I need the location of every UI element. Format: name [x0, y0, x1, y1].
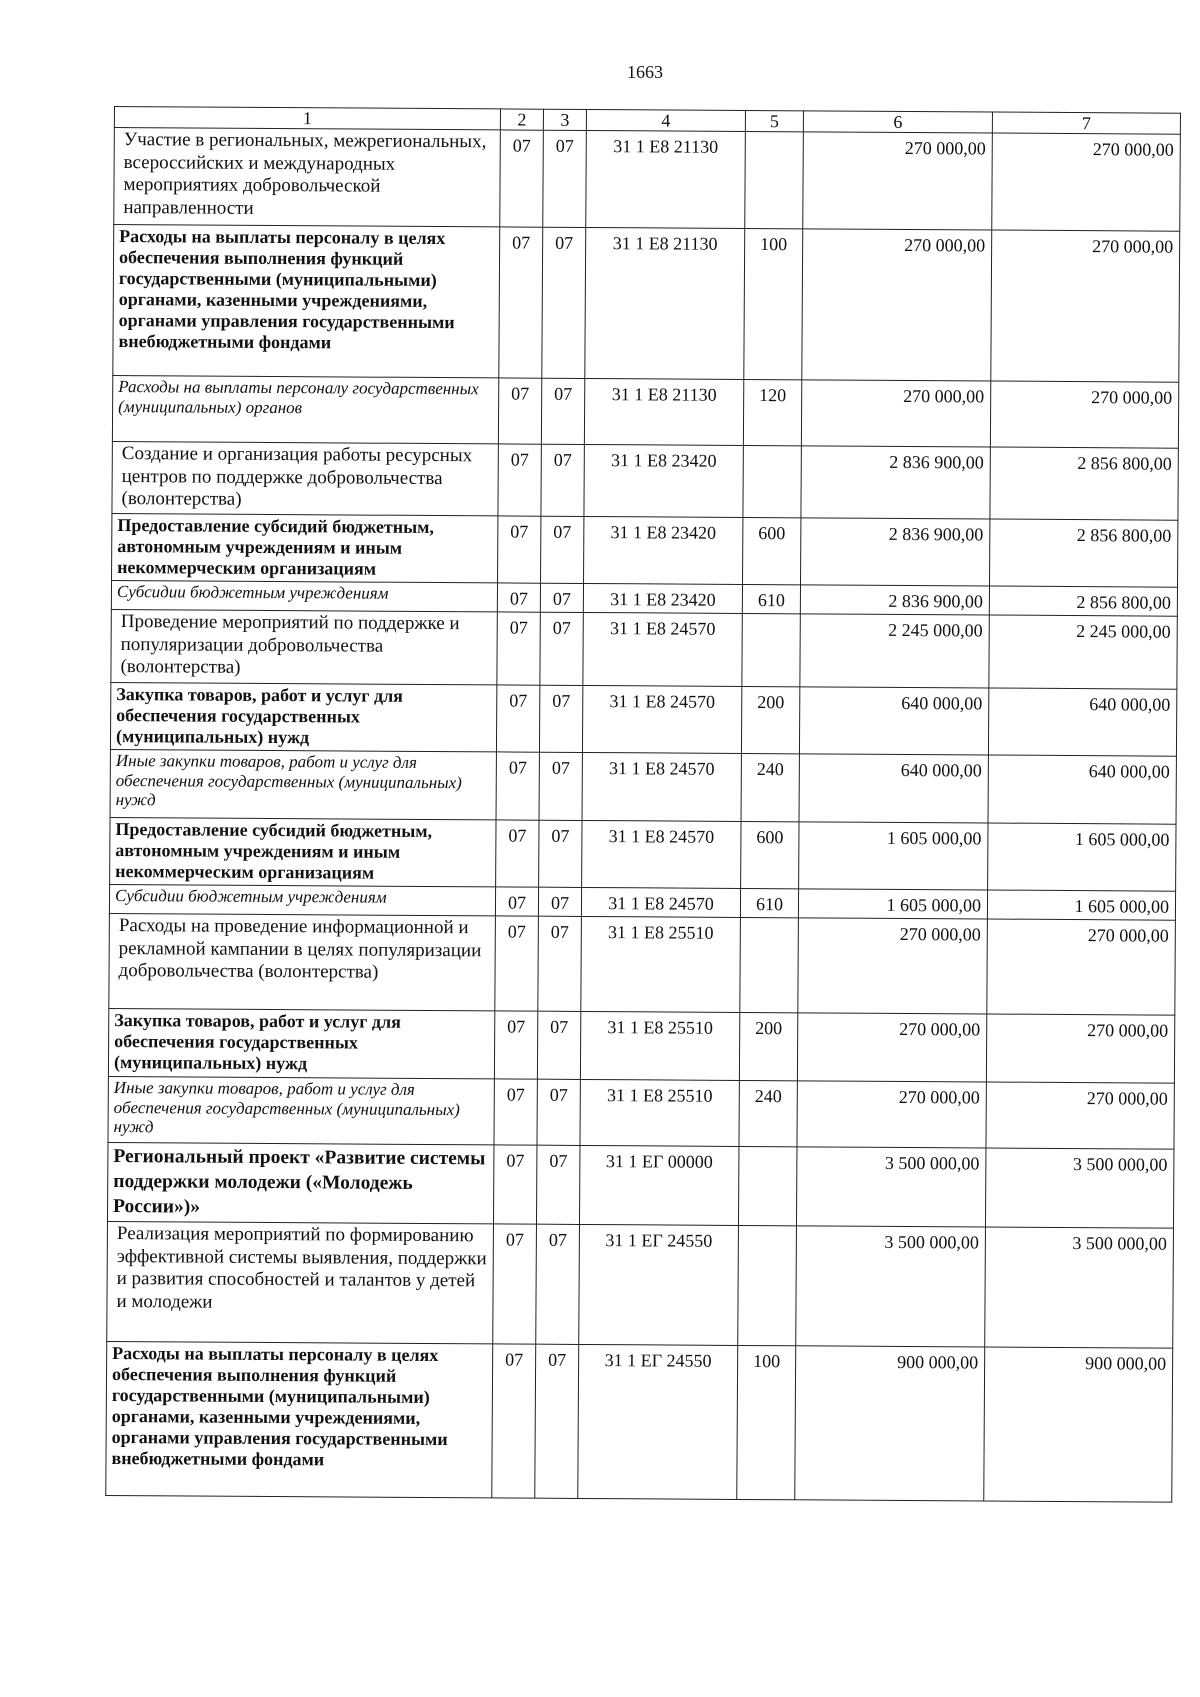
row-target-code: 31 1 E8 23420 — [583, 583, 742, 613]
header-col-6: 6 — [803, 111, 992, 133]
header-col-5: 5 — [745, 110, 803, 131]
row-target-code: 31 1 E8 21130 — [586, 130, 746, 228]
row-amount-year-2: 270 000,00 — [986, 1014, 1174, 1083]
row-expense-type: 240 — [739, 1080, 797, 1146]
header-col-7: 7 — [992, 112, 1180, 134]
row-subsection: 07 — [542, 227, 586, 378]
row-amount-year-2: 270 000,00 — [987, 919, 1176, 1015]
table-row — [111, 609, 1177, 689]
row-section: 07 — [497, 583, 540, 612]
row-amount-year-2: 270 000,00 — [990, 381, 1178, 448]
row-section: 07 — [497, 612, 540, 685]
row-section: 07 — [494, 1011, 537, 1079]
row-target-code: 31 1 ЕГ 00000 — [579, 1145, 738, 1225]
row-name: Субсидии бюджетным учреждениям — [111, 580, 497, 611]
row-expense-type — [742, 613, 800, 686]
row-expense-type: 200 — [741, 686, 799, 753]
row-amount-year-1: 270 000,00 — [797, 1081, 986, 1148]
row-subsection: 07 — [540, 612, 583, 685]
row-amount-year-1: 2 836 900,00 — [801, 446, 990, 519]
row-target-code: 31 1 ЕГ 24550 — [579, 1224, 739, 1345]
row-amount-year-1: 270 000,00 — [802, 229, 992, 381]
row-target-code: 31 1 E8 23420 — [584, 444, 743, 517]
row-name: Расходы на выплаты персоналу государственных (муниципальных) органов — [112, 375, 498, 443]
row-name: Расходы на выплаты персоналу в целях обеспечения выполнения функций государственными (муниципальными) органами, казенными учреждениями, органами управления государственными внебюджетными фондами — [106, 1341, 493, 1497]
table-body — [106, 128, 1181, 1503]
row-amount-year-2: 2 245 000,00 — [989, 615, 1177, 689]
row-amount-year-2: 270 000,00 — [991, 230, 1180, 382]
row-subsection: 07 — [540, 583, 583, 612]
row-target-code: 31 1 E8 25510 — [580, 1079, 739, 1146]
row-amount-year-1: 900 000,00 — [795, 1346, 985, 1501]
row-amount-year-1: 2 245 000,00 — [800, 614, 989, 688]
table-row — [109, 913, 1176, 1015]
row-amount-year-1: 1 605 000,00 — [798, 889, 987, 919]
table-row — [108, 1008, 1174, 1083]
row-amount-year-2: 900 000,00 — [984, 1347, 1173, 1502]
row-name: Закупка товаров, работ и услуг для обеспечения государственных (муниципальных) нужд — [108, 1008, 494, 1078]
row-amount-year-2: 2 856 800,00 — [989, 586, 1177, 616]
row-name: Предоставление субсидий бюджетным, автономным учреждениям и иным некоммерческим организациям — [110, 817, 496, 886]
row-subsection: 07 — [538, 887, 581, 916]
row-name: Закупка товаров, работ и услуг для обеспечения государственных (муниципальных) нужд — [110, 682, 496, 751]
table-row — [114, 128, 1181, 232]
header-col-3: 3 — [543, 109, 586, 130]
budget-table — [105, 106, 1181, 1503]
table-row — [108, 1076, 1174, 1149]
row-target-code: 31 1 E8 24570 — [581, 887, 740, 917]
table-row — [112, 513, 1178, 587]
row-section: 07 — [495, 887, 538, 916]
row-subsection: 07 — [536, 1145, 579, 1224]
table-row — [112, 441, 1178, 520]
row-section: 07 — [493, 1224, 537, 1344]
row-subsection: 07 — [539, 752, 582, 820]
table-row — [110, 817, 1176, 891]
row-section: 07 — [498, 444, 541, 516]
header-col-2: 2 — [500, 109, 543, 130]
row-subsection: 07 — [535, 1344, 579, 1498]
row-expense-type — [738, 1146, 796, 1225]
table-row — [107, 1221, 1174, 1348]
row-amount-year-2: 1 605 000,00 — [988, 823, 1176, 891]
row-target-code: 31 1 E8 24570 — [583, 612, 742, 686]
row-amount-year-1: 640 000,00 — [799, 754, 988, 823]
row-subsection: 07 — [538, 916, 582, 1011]
row-amount-year-1: 2 836 900,00 — [800, 585, 989, 615]
row-name: Расходы на выплаты персоналу в целях обеспечения выполнения функций государственными (муниципальными) органами, казенными учреждениями, органами управления государственными внебюджетными фондами — [113, 225, 500, 378]
table-row — [106, 1341, 1173, 1502]
row-amount-year-1: 3 500 000,00 — [796, 1147, 985, 1227]
table-row — [113, 225, 1180, 383]
row-section: 07 — [500, 130, 544, 227]
row-amount-year-1: 270 000,00 — [798, 918, 988, 1014]
table-row — [112, 375, 1178, 448]
row-subsection: 07 — [539, 685, 582, 752]
row-expense-type: 200 — [739, 1012, 797, 1080]
row-name: Региональный проект «Развитие системы поддержки молодежи («Молодежь России»)» — [107, 1142, 493, 1223]
row-name: Участие в региональных, межрегиональных, всероссийских и международных мероприятиях добровольческой направленности — [114, 128, 501, 227]
row-subsection: 07 — [539, 820, 582, 887]
table-row — [110, 682, 1176, 756]
row-amount-year-2: 1 605 000,00 — [987, 890, 1175, 920]
row-subsection: 07 — [537, 1011, 580, 1079]
row-expense-type: 600 — [743, 517, 801, 584]
row-section: 07 — [493, 1145, 536, 1224]
row-name: Субсидии бюджетным учреждениям — [109, 884, 495, 915]
row-target-code: 31 1 E8 21130 — [585, 227, 745, 379]
row-amount-year-1: 270 000,00 — [801, 380, 990, 447]
row-subsection: 07 — [536, 1224, 580, 1344]
row-amount-year-1: 270 000,00 — [803, 132, 993, 230]
row-section: 07 — [495, 916, 539, 1011]
row-expense-type: 610 — [740, 888, 798, 917]
row-amount-year-2: 640 000,00 — [988, 755, 1176, 824]
row-name: Предоставление субсидий бюджетным, автономным учреждениям и иным некоммерческим организациям — [112, 513, 498, 582]
row-name: Иные закупки товаров, работ и услуг для обеспечения государственных (муниципальных) нужд — [110, 749, 496, 819]
table-row — [110, 749, 1176, 824]
page-number: 1663 — [627, 62, 663, 82]
row-expense-type — [743, 445, 801, 517]
row-name: Расходы на проведение информационной и рекламной кампании в целях популяризации добровольчества (волонтерства) — [109, 913, 496, 1010]
row-amount-year-1: 1 605 000,00 — [799, 822, 988, 890]
row-amount-year-1: 270 000,00 — [797, 1013, 986, 1082]
row-amount-year-1: 2 836 900,00 — [801, 518, 990, 586]
row-target-code: 31 1 ЕГ 24550 — [578, 1344, 738, 1499]
row-amount-year-2: 3 500 000,00 — [985, 1227, 1174, 1348]
row-target-code: 31 1 E8 21130 — [584, 378, 743, 445]
row-target-code: 31 1 E8 24570 — [582, 685, 741, 753]
row-section: 07 — [496, 820, 539, 887]
row-section: 07 — [498, 516, 541, 583]
row-subsection: 07 — [537, 1079, 580, 1145]
row-subsection: 07 — [541, 444, 584, 516]
row-section: 07 — [494, 1079, 537, 1145]
row-name: Реализация мероприятий по формированию эффективной системы выявления, поддержки и развития способностей и талантов у детей и молодежи — [107, 1221, 494, 1343]
row-expense-type: 100 — [744, 228, 803, 379]
header-col-4: 4 — [586, 109, 745, 131]
row-amount-year-2: 640 000,00 — [988, 688, 1176, 756]
row-expense-type — [745, 131, 804, 228]
table-row — [107, 1142, 1173, 1228]
row-amount-year-2: 3 500 000,00 — [985, 1148, 1173, 1228]
row-target-code: 31 1 E8 24570 — [582, 752, 741, 821]
row-section: 07 — [496, 685, 539, 752]
row-name: Проведение мероприятий по поддержке и популяризации добровольчества (волонтерства) — [111, 609, 497, 684]
row-target-code: 31 1 E8 25510 — [581, 916, 741, 1012]
header-col-1: 1 — [114, 107, 500, 130]
row-amount-year-1: 3 500 000,00 — [796, 1226, 986, 1347]
row-target-code: 31 1 E8 23420 — [584, 516, 743, 584]
row-amount-year-2: 270 000,00 — [992, 133, 1181, 231]
row-name: Создание и организация работы ресурсных центров по поддержке добровольчества (волонтерства) — [112, 441, 498, 515]
row-subsection: 07 — [541, 378, 584, 444]
row-subsection: 07 — [541, 516, 584, 583]
row-amount-year-1: 640 000,00 — [799, 687, 988, 755]
row-expense-type: 120 — [743, 379, 801, 445]
row-expense-type — [738, 1225, 797, 1345]
row-section: 07 — [498, 378, 541, 444]
row-expense-type: 600 — [741, 821, 799, 888]
row-section: 07 — [496, 752, 539, 820]
row-amount-year-2: 2 856 800,00 — [990, 447, 1178, 520]
row-target-code: 31 1 E8 25510 — [580, 1011, 739, 1080]
row-amount-year-2: 270 000,00 — [986, 1082, 1174, 1149]
row-expense-type: 240 — [741, 753, 799, 821]
row-target-code: 31 1 E8 24570 — [582, 820, 741, 888]
row-name: Иные закупки товаров, работ и услуг для обеспечения государственных (муниципальных) нужд — [108, 1076, 494, 1144]
row-amount-year-2: 2 856 800,00 — [990, 519, 1178, 587]
row-expense-type: 610 — [742, 584, 800, 613]
row-expense-type — [740, 917, 799, 1012]
row-subsection: 07 — [543, 130, 587, 227]
row-section: 07 — [492, 1344, 536, 1498]
row-section: 07 — [499, 227, 543, 378]
row-expense-type: 100 — [737, 1345, 796, 1499]
